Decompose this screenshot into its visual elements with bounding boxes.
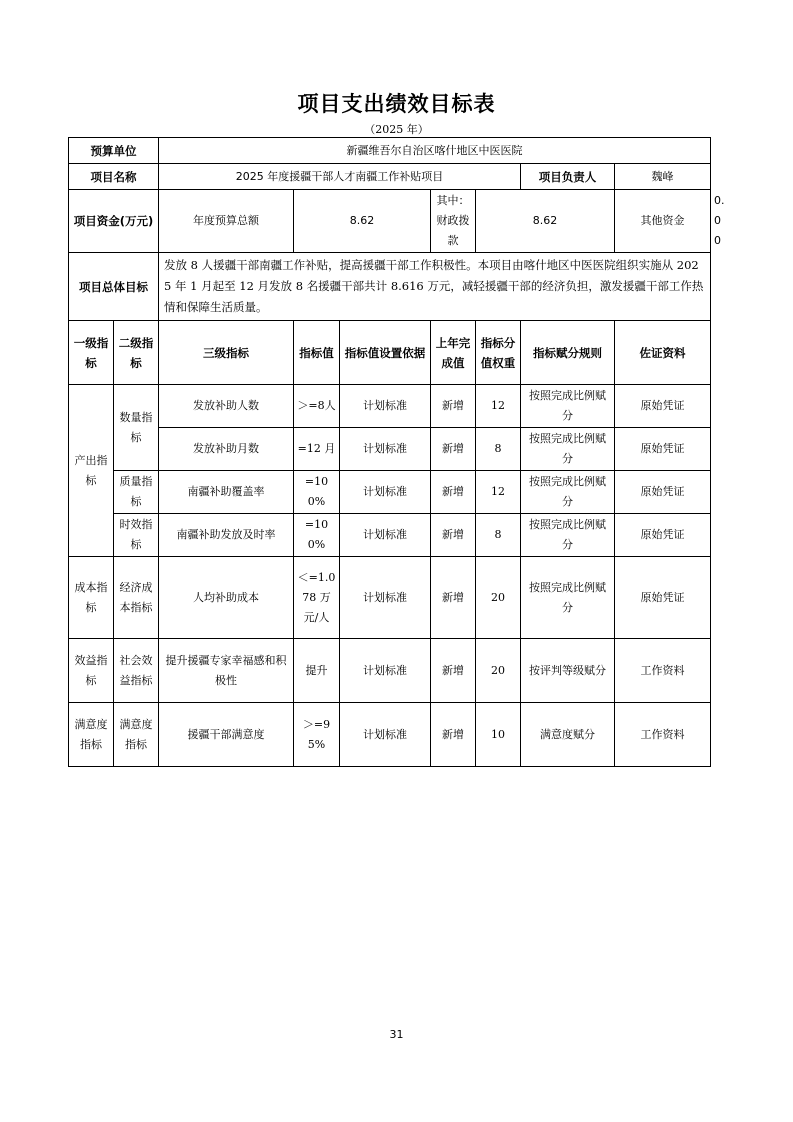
table-row bbox=[69, 514, 711, 557]
project-leader-value: 魏峰 bbox=[615, 164, 711, 190]
indicator-value: =100% bbox=[294, 471, 340, 514]
table-row bbox=[69, 385, 711, 428]
indicator-value: =12 月 bbox=[294, 428, 340, 471]
indicator-evidence: 工作资料 bbox=[615, 639, 711, 703]
indicator-evidence: 原始凭证 bbox=[615, 514, 711, 557]
indicator-value: 提升 bbox=[294, 639, 340, 703]
group-benefit-l2: 社会效益指标 bbox=[114, 639, 159, 703]
indicator-weight: 10 bbox=[476, 703, 521, 767]
performance-target-table bbox=[68, 137, 725, 767]
indicator-evidence: 原始凭证 bbox=[615, 385, 711, 428]
indicator-basis: 计划标准 bbox=[340, 471, 431, 514]
indicator-name: 发放补助人数 bbox=[159, 385, 294, 428]
fiscal-funds-value: 8.62 bbox=[476, 190, 615, 253]
project-name-value: 2025 年度援疆干部人才南疆工作补贴项目 bbox=[159, 164, 521, 190]
group-quality: 质量指标 bbox=[114, 471, 159, 514]
table-row bbox=[69, 703, 711, 767]
header-last-year: 上年完成值 bbox=[431, 321, 476, 385]
group-cost-l2: 经济成本指标 bbox=[114, 557, 159, 639]
indicator-last-year: 新增 bbox=[431, 703, 476, 767]
group-timeliness: 时效指标 bbox=[114, 514, 159, 557]
other-funds-label-cell bbox=[615, 190, 711, 253]
indicator-rule: 满意度赋分 bbox=[521, 703, 615, 767]
indicator-name: 援疆干部满意度 bbox=[159, 703, 294, 767]
indicator-value: =100% bbox=[294, 514, 340, 557]
group-benefit-l1: 效益指标 bbox=[69, 639, 114, 703]
indicator-rule: 按照完成比例赋分 bbox=[521, 385, 615, 428]
indicator-weight: 20 bbox=[476, 639, 521, 703]
budget-unit-value: 新疆维吾尔自治区喀什地区中医医院 bbox=[159, 138, 711, 164]
project-funds-row: 项目资金(万元) 年度预算总额 8.62 其中：财政拨款 8.62 其他资金 0.00 bbox=[69, 190, 711, 253]
indicator-basis: 计划标准 bbox=[340, 385, 431, 428]
project-leader-label: 项目负责人 bbox=[521, 164, 615, 190]
indicator-last-year: 新增 bbox=[431, 639, 476, 703]
annual-budget-label: 年度预算总额 bbox=[159, 190, 294, 253]
year-subtitle: （2025 年） bbox=[364, 123, 429, 136]
page-number: 31 bbox=[389, 1028, 404, 1041]
indicator-weight: 8 bbox=[476, 514, 521, 557]
indicator-name: 提升援疆专家幸福感和积极性 bbox=[159, 639, 294, 703]
header-level3: 三级指标 bbox=[159, 321, 294, 385]
project-name-row bbox=[69, 164, 711, 190]
header-rule: 指标赋分规则 bbox=[521, 321, 615, 385]
header-level1: 一级指标 bbox=[69, 321, 114, 385]
overall-goal-value: 发放 8 人援疆干部南疆工作补贴，提高援疆干部工作积极性。本项目由喀什地区中医医院组织实施从 2025 年 1 月起至 12 月发放 8 名援疆干部共计 8.616 万元，减轻援疆干部的经济负担，激发援疆干部工作热情和保障生活质量。 bbox=[159, 253, 711, 321]
group-cost-l1: 成本指标 bbox=[69, 557, 114, 639]
indicator-value: ＞=95% bbox=[294, 703, 340, 767]
indicator-basis: 计划标准 bbox=[340, 428, 431, 471]
indicator-evidence: 原始凭证 bbox=[615, 428, 711, 471]
table-row bbox=[69, 471, 711, 514]
indicator-weight: 12 bbox=[476, 385, 521, 428]
header-value: 指标值 bbox=[294, 321, 340, 385]
indicator-name: 发放补助月数 bbox=[159, 428, 294, 471]
header-evidence: 佐证资料 bbox=[615, 321, 711, 385]
indicator-evidence: 原始凭证 bbox=[615, 557, 711, 639]
budget-unit-row bbox=[69, 138, 711, 164]
indicator-weight: 20 bbox=[476, 557, 521, 639]
indicator-rule: 按照完成比例赋分 bbox=[521, 557, 615, 639]
indicator-basis: 计划标准 bbox=[340, 703, 431, 767]
budget-unit-label: 预算单位 bbox=[69, 138, 159, 164]
indicator-evidence: 工作资料 bbox=[615, 703, 711, 767]
indicator-last-year: 新增 bbox=[431, 428, 476, 471]
indicator-name: 南疆补助覆盖率 bbox=[159, 471, 294, 514]
indicator-last-year: 新增 bbox=[431, 471, 476, 514]
other-funds-label: 其他资金 bbox=[640, 214, 685, 227]
indicator-value: ＞=8人 bbox=[294, 385, 340, 428]
indicator-rule: 按照完成比例赋分 bbox=[521, 428, 615, 471]
indicator-name: 人均补助成本 bbox=[159, 557, 294, 639]
overall-goal-row bbox=[69, 253, 711, 321]
header-row bbox=[69, 321, 711, 385]
indicator-value: ＜=1.078 万元/人 bbox=[294, 557, 340, 639]
indicator-last-year: 新增 bbox=[431, 514, 476, 557]
indicator-rule: 按照完成比例赋分 bbox=[521, 471, 615, 514]
indicator-name: 南疆补助发放及时率 bbox=[159, 514, 294, 557]
indicator-rule: 按照完成比例赋分 bbox=[521, 514, 615, 557]
indicator-last-year: 新增 bbox=[431, 557, 476, 639]
group-quantity: 数量指标 bbox=[114, 385, 159, 471]
indicator-evidence: 原始凭证 bbox=[615, 471, 711, 514]
header-basis: 指标值设置依据 bbox=[340, 321, 431, 385]
project-name-label: 项目名称 bbox=[69, 164, 159, 190]
indicator-basis: 计划标准 bbox=[340, 514, 431, 557]
funds-label: 项目资金(万元) bbox=[69, 190, 159, 253]
overall-goal-label: 项目总体目标 bbox=[69, 253, 159, 321]
fiscal-funds-label: 其中：财政拨款 bbox=[431, 190, 476, 253]
table-row bbox=[69, 639, 711, 703]
group-satisfaction-l1: 满意度指标 bbox=[69, 703, 114, 767]
indicator-weight: 12 bbox=[476, 471, 521, 514]
header-weight: 指标分值权重 bbox=[476, 321, 521, 385]
indicator-rule: 按评判等级赋分 bbox=[521, 639, 615, 703]
indicator-basis: 计划标准 bbox=[340, 557, 431, 639]
annual-budget-value: 8.62 bbox=[294, 190, 431, 253]
group-output: 产出指标 bbox=[69, 385, 114, 557]
indicator-last-year: 新增 bbox=[431, 385, 476, 428]
page-title: 项目支出绩效目标表 bbox=[297, 92, 496, 116]
table-row bbox=[69, 557, 711, 639]
group-satisfaction-l2: 满意度指标 bbox=[114, 703, 159, 767]
table-row bbox=[69, 428, 711, 471]
header-level2: 二级指标 bbox=[114, 321, 159, 385]
indicator-basis: 计划标准 bbox=[340, 639, 431, 703]
indicator-weight: 8 bbox=[476, 428, 521, 471]
